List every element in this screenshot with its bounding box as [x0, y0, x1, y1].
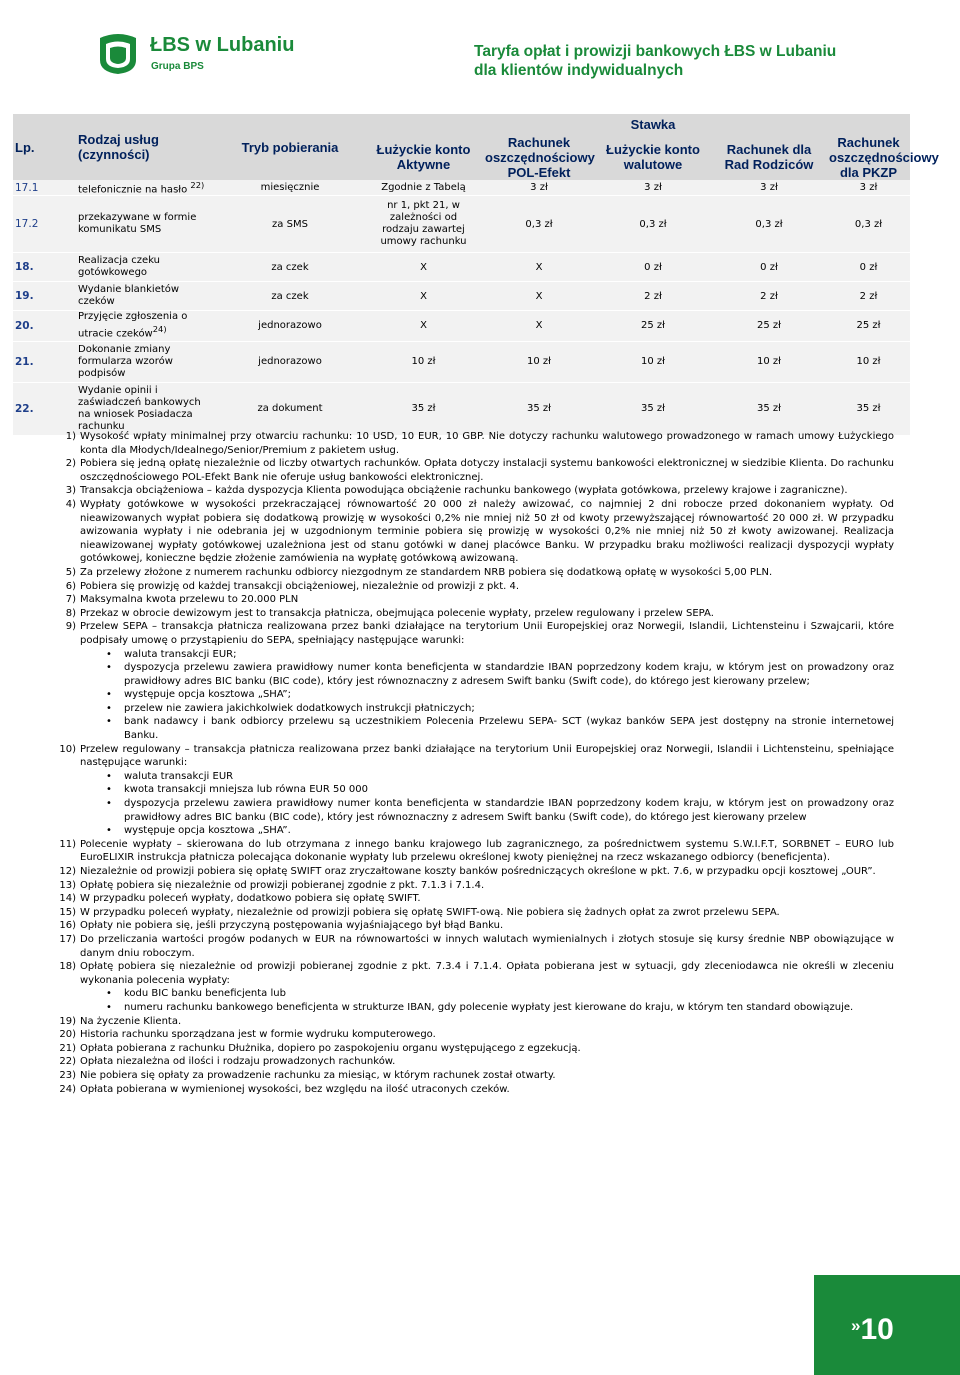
footnote-number: 22): [59, 1056, 76, 1068]
header-col5-line1: Rachunek: [837, 134, 900, 150]
footnote-number: 24): [59, 1083, 76, 1095]
table-row: [13, 311, 910, 341]
footnote: [54, 865, 894, 879]
chevron-icon: »: [851, 1316, 861, 1335]
page-number-value: 10: [860, 1313, 894, 1346]
footnote-number: 6): [65, 580, 76, 592]
footnote-number: 8): [65, 607, 76, 619]
row-value-walutowe: 3 zł: [595, 180, 711, 196]
footnote-number: 10): [59, 743, 76, 755]
footnote-text: Do przeliczania wartości progów podanych w EUR na równowartości w innych walutach wymienialnych i złotych stosuje się kursy średnie NBP obowiązujące w danym dniu roboczym.: [80, 933, 894, 959]
footnote: [54, 892, 894, 906]
footnote-number: 3): [65, 485, 76, 497]
footnote-number: 14): [59, 893, 76, 905]
footnote-bullet: • kwota transakcji mniejsza lub równa EUR 50 000: [106, 783, 894, 797]
footnote-bullet: • waluta transakcji EUR: [106, 770, 894, 784]
footnote-bullets: [80, 770, 894, 838]
footnote: [54, 1083, 894, 1097]
header-col5-line2: oszczędnościowy: [829, 149, 939, 165]
footnote: [54, 580, 894, 594]
bank-group: Grupa BPS: [151, 61, 204, 72]
document-title: [474, 42, 836, 80]
footnote-bullets: [80, 648, 894, 743]
row-mode: za czek: [216, 253, 364, 282]
row-service-line: Wydanie blankietów: [78, 284, 180, 296]
footnote-bullet: • występuje opcja kosztowa „SHA”.: [106, 824, 894, 838]
row-service-line: na wniosek Posiadacza: [78, 408, 193, 420]
row-value-rad-rodzicow: 0,3 zł: [711, 196, 827, 253]
row-value-walutowe: 0 zł: [595, 253, 711, 282]
row-value-rad-rodzicow: 35 zł: [711, 382, 827, 435]
footnote-number: 5): [65, 566, 76, 578]
row-value-rad-rodzicow: 25 zł: [711, 311, 827, 341]
footnote-text: Wypłaty gotówkowe w wysokości przekraczającej równowartość 20 000 zł należy awizować, co najmniej 2 dni robocze przed dokonaniem wypłaty. Od nieawizowanych wypłat pobiera się dodatkową prowizję w wysokości 0,2% nie mniej niż 50 zł od kwoty przewyższającej równowartość 20 000 zł. W przypadku awizowania wypłaty i nie odebrania jej w uzgodnionym terminie pobiera się prowizję w wysokości 0,2% nie mniej niż 50 zł kwoty awizowanej. Realizacja nieawizowanej wypłaty gotówkowej uzależniona jest od stanu gotówki w danej placówce Banku. W przypadku braku możliwości realizacji dyspozycji wypłaty gotówkowej, konieczne będzie złożenie zamówienia na wypłatę gotówkową awizowaną.: [80, 498, 894, 565]
footnote: [54, 1028, 894, 1042]
row-mode: jednorazowo: [216, 311, 364, 341]
footnote-bullet: • kodu BIC banku beneficjenta lub: [106, 987, 894, 1001]
row-value-line: zależności od: [389, 212, 458, 224]
row-service-line: formularza wzorów: [78, 355, 173, 367]
table-row: [13, 180, 910, 196]
footnote-number: 15): [59, 906, 76, 918]
header-col-rad-rodzicow: [711, 134, 827, 180]
row-lp: 17.1: [13, 180, 76, 196]
row-service-line: przekazywane w formie: [78, 212, 197, 224]
table-row: [13, 253, 910, 282]
row-value-pol-efekt: X: [483, 282, 595, 311]
row-value-walutowe: 0,3 zł: [595, 196, 711, 253]
row-value-aktywne: 10 zł: [364, 341, 483, 382]
bank-logo-icon: [94, 32, 142, 76]
row-value-aktywne: 35 zł: [364, 382, 483, 435]
row-service-footnote: 22): [190, 180, 205, 190]
footnote: [54, 1042, 894, 1056]
footnote-bullet: • waluta transakcji EUR;: [106, 648, 894, 662]
row-value-line: umowy rachunku: [380, 236, 467, 248]
row-lp: 18.: [13, 253, 76, 282]
footnote-number: 21): [59, 1042, 76, 1054]
footnote-number: 20): [59, 1029, 76, 1041]
row-service-line: Wydanie opinii i: [78, 384, 158, 396]
footnote-text: Przekaz w obrocie dewizowym jest to transakcja płatnicza, obejmująca polecenie wypłaty, przelew regulowany i przelew SEPA.: [80, 607, 714, 619]
footnote: [54, 1015, 894, 1029]
footnote-bullet: • dyspozycja przelewu zawiera prawidłowy numer konta beneficjenta w standardzie IBAN poprzedzony kodem kraju, w którym jest on prowadzony oraz prawidłowy adres BIC banku (BIC code), który jest równoznaczny z adresem Swift banku (Swift code), do którego jest kierowany przelew;: [106, 661, 894, 688]
bank-logo: [94, 30, 324, 82]
row-value-pkzp: 35 zł: [827, 382, 910, 435]
footnote-bullet: • przelew nie zawiera jakichkolwiek dodatkowych instrukcji płatniczych;: [106, 702, 894, 716]
footnote: [54, 838, 894, 865]
footnote-text: Opłata niezależna od ilości i rodzaju prowadzonych rachunków.: [80, 1056, 396, 1068]
tariff-table: [13, 114, 939, 436]
row-mode: jednorazowo: [216, 341, 364, 382]
footnote-text: W przypadku poleceń wypłaty, dodatkowo pobiera się opłatę SWIFT.: [80, 893, 421, 905]
row-mode: za SMS: [216, 196, 364, 253]
table-row: [13, 382, 910, 435]
footnote: [54, 743, 894, 838]
footnote: [54, 457, 894, 484]
row-value-pol-efekt: 10 zł: [483, 341, 595, 382]
footnote-number: 12): [59, 866, 76, 877]
footnote-text: Polecenie wypłaty – skierowana do lub otrzymana z innego banku krajowego lub zagranicznego, za pośrednictwem systemu S.W.I.F.T, SORBNET – EURO lub EuroELIXIR instrukcja płatnicza polecająca dokonanie wypłaty lub przelewu określonej kwoty pieniężnej na rzecz wskazanego odbiorcy (beneficjenta).: [80, 838, 894, 864]
footnote-bullet: • dyspozycja przelewu zawiera prawidłowy numer konta beneficjenta w standardzie IBAN poprzedzony kodem kraju, w którym jest on prowadzony oraz prawidłowy adres BIC banku (BIC code), który jest równoznaczny z adresem Swift banku (Swift code), do którego jest kierowany przelew: [106, 797, 894, 824]
row-value-aktywne: Zgodnie z Tabelą: [364, 180, 483, 196]
table-header-row-1: [13, 114, 910, 134]
row-value-aktywne: X: [364, 282, 483, 311]
row-value-rad-rodzicow: 2 zł: [711, 282, 827, 311]
row-service-line: [78, 323, 214, 340]
row-value-walutowe: 35 zł: [595, 382, 711, 435]
footnote-number: 1): [65, 431, 76, 442]
footnote: [54, 566, 894, 580]
footnote: [54, 498, 894, 566]
header-service-line2: (czynności): [78, 147, 150, 162]
footnote-text: W przypadku poleceń wypłaty, niezależnie od prowizji pobiera się opłatę SWIFT-ową. Nie pobiera się żadnych opłat za zwrot przelewu SEPA.: [80, 906, 780, 918]
row-value-pol-efekt: 0,3 zł: [483, 196, 595, 253]
footnote-bullet: • występuje opcja kosztowa „SHA”;: [106, 688, 894, 702]
row-value-pkzp: 10 zł: [827, 341, 910, 382]
footnote-number: 11): [59, 838, 76, 850]
header-col3-line2: walutowe: [623, 157, 683, 172]
footnote: [54, 1055, 894, 1069]
footnote-text: Opłata pobierana w wymienionej wysokości, bez względu na ilość utraconych czeków.: [80, 1083, 510, 1095]
header-col1-line1: Łużyckie konto: [376, 142, 471, 157]
footnote-number: 9): [65, 621, 76, 633]
footnote-text: Historia rachunku sporządzana jest w formie wydruku komputerowego.: [80, 1029, 436, 1041]
row-value-pkzp: 3 zł: [827, 180, 910, 196]
row-service-line: rachunku: [78, 420, 125, 432]
header-col4-line1: Rachunek dla: [726, 142, 812, 157]
row-value-aktywne: X: [364, 253, 483, 282]
footnote-text: Opłatę pobiera się niezależnie od prowizji pobieranej zgodnie z pkt. 7.3.4 i 7.1.4. Opłata pobierana jest w sytuacji, gdy zleceniodawca nie określi w zleceniu wykonania polecenia wypłaty:: [80, 961, 894, 986]
footnote: [54, 879, 894, 893]
footnote: [54, 960, 894, 1014]
row-value-pkzp: 25 zł: [827, 311, 910, 341]
header-service-line1: Rodzaj usług: [78, 132, 159, 147]
row-value-pol-efekt: 35 zł: [483, 382, 595, 435]
row-service-text: telefonicznie na hasło: [78, 184, 188, 196]
footnote-text: Przelew SEPA – transakcja płatnicza realizowana przez banki działające na terytorium Unii Europejskiej oraz Norwegii, Islandii, Lichtensteinu i Szwajcarii, które podpisały umowę o przystąpieniu do SEPA, spełniający następujące warunki:: [80, 621, 894, 646]
footnote-text: Na życzenie Klienta.: [80, 1015, 182, 1027]
row-mode: miesięcznie: [216, 180, 364, 196]
header-col3-line1: Łużyckie konto: [606, 142, 700, 157]
table-row: [13, 196, 910, 253]
footnote-number: 23): [59, 1069, 76, 1081]
row-service: [76, 311, 216, 341]
row-lp: 22.: [13, 382, 76, 435]
header-col2-line2: oszczędnościowy: [485, 149, 595, 165]
row-service-line: Realizacja czeku: [78, 255, 161, 267]
table-row: [13, 282, 910, 311]
footnote-bullet: • numeru rachunku bankowego beneficjenta w strukturze IBAN, gdy polecenie wypłaty jest kierowane do kraju, w którym ten standard obowiązuje.: [106, 1001, 894, 1015]
row-value-line: nr 1, pkt 21, w: [387, 200, 460, 212]
row-value-pkzp: 0 zł: [827, 253, 910, 282]
row-mode: za czek: [216, 282, 364, 311]
footnote: [54, 906, 894, 920]
footnote-number: 13): [59, 879, 76, 891]
header-col-pol-efekt: [483, 134, 595, 180]
footnote-number: 2): [65, 458, 76, 470]
footnote-bullet: • bank nadawcy i bank odbiorcy przelewu są uczestnikiem Polecenia Przelewu SEPA- SCT (wykaz banków SEPA jest dostępny na stronie internetowej Banku.: [106, 715, 894, 742]
header-service: [76, 114, 216, 180]
row-lp: 20.: [13, 311, 76, 341]
row-value-line: rodzaju zawartej: [382, 224, 465, 236]
row-service: [76, 196, 216, 253]
header-col2-line1: Rachunek: [507, 134, 571, 150]
footnote-text: Pobiera się prowizję od każdej transakcji obciążeniowej, niezależnie od prowizji z pkt. 4.: [80, 580, 520, 592]
footnote-text: Przelew regulowany – transakcja płatnicza realizowana przez banki działające na terytorium Unii Europejskiej oraz Norwegii, Islandii i Lichtensteinu, spełniające następujące warunki:: [80, 743, 894, 769]
row-service: [76, 180, 216, 196]
document-title-line2: dla klientów indywidualnych: [474, 62, 684, 79]
row-service-line: Przyjęcie zgłoszenia o: [78, 311, 188, 323]
row-value-walutowe: 2 zł: [595, 282, 711, 311]
footnote-text: Niezależnie od prowizji pobiera się opłatę SWIFT oraz zryczałtowane koszty banków pośredniczących określone w pkt. 7.6, w przypadku opcji kosztowej „OUR”.: [80, 866, 876, 877]
row-service-line: podpisów: [78, 367, 126, 379]
footnote-text: Maksymalna kwota przelewu to 20.000 PLN: [80, 594, 299, 606]
footnote-text: Opłaty nie pobiera się, jeśli przyczyną postępowania wyjaśniającego był błąd Banku.: [80, 920, 504, 932]
footnote: [54, 620, 894, 742]
row-service: [76, 282, 216, 311]
footnote: [54, 919, 894, 933]
row-lp: 21.: [13, 341, 76, 382]
row-value-pol-efekt: X: [483, 253, 595, 282]
row-service: [76, 382, 216, 435]
bank-name: ŁBS w Lubaniu: [150, 34, 295, 56]
footnote-bullets: [80, 987, 894, 1014]
footnote: [54, 593, 894, 607]
header-col4-line2: Rad Rodziców: [724, 157, 814, 172]
header-col5-line3: dla PKZP: [839, 164, 898, 180]
row-value-pkzp: 2 zł: [827, 282, 910, 311]
row-value-rad-rodzicow: 3 zł: [711, 180, 827, 196]
footnote-text: Opłata pobierana z rachunku Dłużnika, dopiero po zaspokojeniu organu występującego z egzekucją.: [80, 1042, 581, 1054]
row-value-pol-efekt: X: [483, 311, 595, 341]
page-number: [851, 1313, 894, 1347]
header-col-aktywne: [364, 134, 483, 180]
footnote-text: Wysokość wpłaty minimalnej przy otwarciu rachunku: 10 USD, 10 EUR, 10 GBP. Nie dotyczy rachunku walutowego prowadzonego w ramach umowy Łużyckiego konta dla Młodych/Idealnego/Senior/Premium z pakietem usług.: [80, 431, 894, 456]
footnote-number: 18): [59, 961, 76, 973]
row-value-aktywne: X: [364, 311, 483, 341]
footnote-text: Transakcja obciążeniowa – każda dyspozycja Klienta powodująca obciążenie rachunku bankowego (wypłata gotówkowa, przelewy krajowe i zagraniczne).: [80, 485, 848, 497]
row-service-line: gotówkowego: [78, 267, 148, 279]
table-row: [13, 341, 910, 382]
document-title-line1: Taryfa opłat i prowizji bankowych ŁBS w Lubaniu: [474, 43, 837, 60]
footnote: [54, 430, 894, 457]
row-service-line: czeków: [78, 296, 115, 308]
footnote-text: Opłatę pobiera się niezależnie od prowizji pobieranej zgodnie z pkt. 7.1.3 i 7.1.4.: [80, 879, 485, 891]
footnote-number: 16): [59, 920, 76, 932]
row-value-pkzp: 0,3 zł: [827, 196, 910, 253]
header-col2-line3: POL-Efekt: [507, 164, 571, 180]
row-service: [76, 253, 216, 282]
row-value-rad-rodzicow: 0 zł: [711, 253, 827, 282]
footnote: [54, 933, 894, 960]
footnote-number: 17): [59, 933, 76, 945]
row-value-walutowe: 10 zł: [595, 341, 711, 382]
row-service-text: utracie czeków: [78, 328, 153, 340]
row-value-pol-efekt: 3 zł: [483, 180, 595, 196]
footnote: [54, 607, 894, 621]
footnote-number: 7): [65, 594, 76, 606]
footnote: [54, 1069, 894, 1083]
footnotes: [54, 430, 894, 1096]
footnote: [54, 484, 894, 498]
row-service: [76, 341, 216, 382]
row-lp: 17.2: [13, 196, 76, 253]
row-service-line: Dokonanie zmiany: [78, 343, 171, 355]
row-value-rad-rodzicow: 10 zł: [711, 341, 827, 382]
footnote-text: Pobiera się jedną opłatę niezależnie od liczby otwartych rachunków. Opłata dotyczy instalacji systemu bankowości elektronicznej w siedzibie Klienta. Do rachunku oszczędnościowego POL-Efekt Bank nie oferuje usług bankowości elektronicznej.: [80, 458, 894, 483]
header-col-walutowe: [595, 134, 711, 180]
footnote-number: 4): [65, 498, 76, 510]
footnote-number: 19): [59, 1015, 76, 1027]
header-col1-line2: Aktywne: [396, 157, 451, 172]
header-lp: Lp.: [13, 114, 76, 180]
row-mode: za dokument: [216, 382, 364, 435]
header-mode: Tryb pobierania: [216, 114, 364, 180]
row-value-aktywne: [364, 196, 483, 253]
row-service-footnote: 24): [152, 324, 167, 335]
row-service-line: zaświadczeń bankowych: [78, 396, 201, 408]
footnote-text: Nie pobiera się opłaty za prowadzenie rachunku za miesiąc, w którym rachunek został otwarty.: [80, 1069, 556, 1081]
row-service-line: komunikatu SMS: [78, 224, 162, 236]
header-col-pkzp: [827, 134, 939, 180]
row-value-walutowe: 25 zł: [595, 311, 711, 341]
header-rate: Stawka: [595, 114, 711, 134]
footnote-text: Za przelewy złożone z numerem rachunku odbiorcy niezgodnym ze standardem NRB pobiera się dodatkową opłatę w wysokości 5,00 PLN.: [80, 566, 773, 578]
row-lp: 19.: [13, 282, 76, 311]
